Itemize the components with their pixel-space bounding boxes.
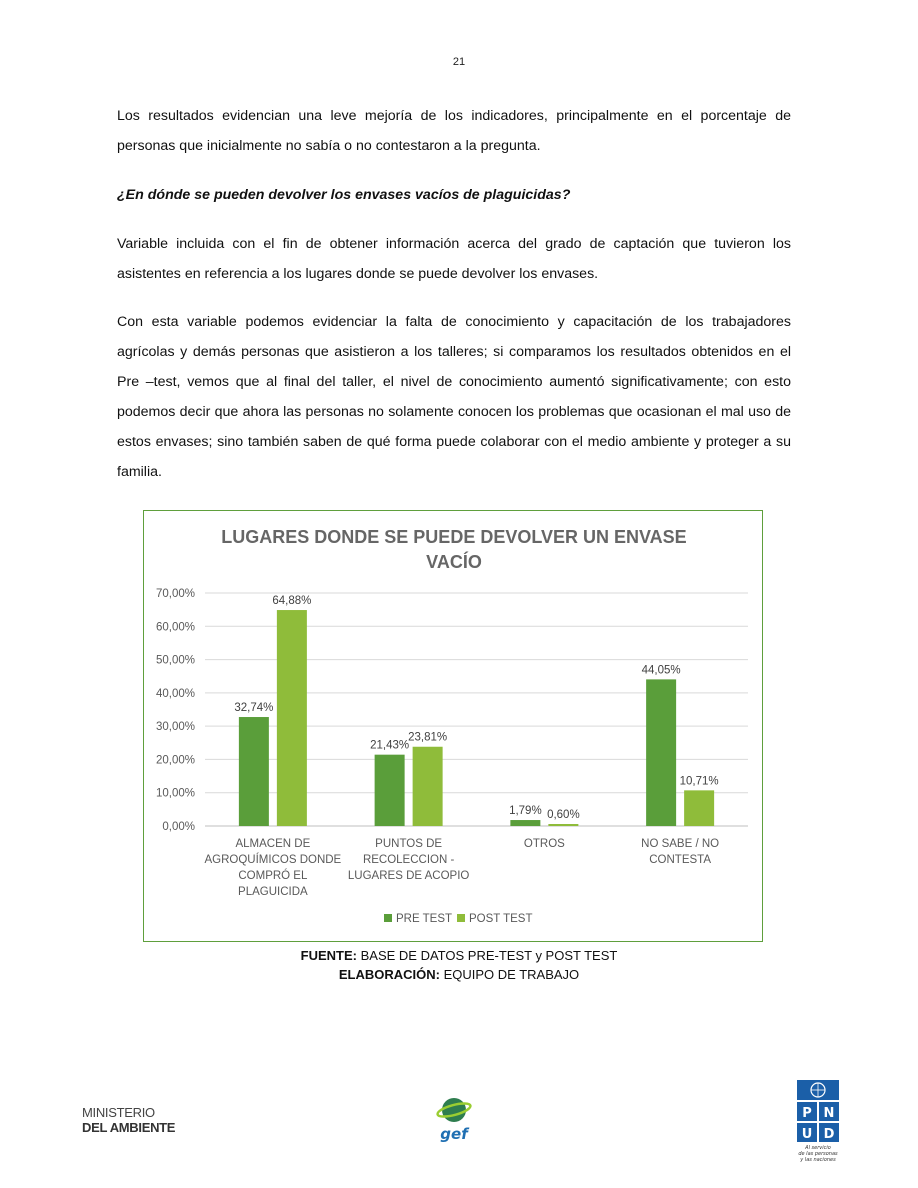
elaboration-text: EQUIPO DE TRABAJO <box>443 967 580 982</box>
x-tick-label: RECOLECCION - <box>362 854 455 866</box>
chart-title-line: LUGARES DONDE SE PUEDE DEVOLVER UN ENVASE <box>221 527 687 547</box>
bar <box>413 747 443 826</box>
ministerio-logo <box>82 1105 175 1135</box>
data-label: 10,71% <box>679 775 719 788</box>
data-label: 1,79% <box>509 805 542 818</box>
bar-chart-frame <box>143 510 763 942</box>
paragraph-intro <box>117 101 791 161</box>
paragraph-text: Con esta variable podemos evidenciar la falta de conocimiento y capacitación de los trabajadores agrícolas y demás personas que asistieron a los talleres; si comparamos los resultados obtenidos en el Pre –test, vemos que al final del taller, el nivel de conocimiento aumentó significativamente; con esto podemos decir que ahora las personas no solamente conocen los problemas que ocasionan el mal uso de estos envases; sino también saben de qué forma puede colaborar con el medio ambiente y proteger a su familia. <box>117 314 791 480</box>
paragraph-text: Los resultados evidencian una leve mejoría de los indicadores, principalmente en el porcentaje de personas que inicialmente no sabía o no contestaron a la pregunta. <box>117 108 791 154</box>
y-tick-label: 50,00% <box>155 654 195 667</box>
legend-swatch <box>457 914 465 922</box>
undp-letter-d: D <box>823 1127 835 1142</box>
elaboration-label: ELABORACIÓN: <box>338 967 440 982</box>
data-label: 0,60% <box>547 809 580 822</box>
data-label: 32,74% <box>234 702 274 715</box>
gef-text: gef <box>440 1125 468 1143</box>
y-tick-label: 10,00% <box>155 787 195 800</box>
undp-caption-3: y las naciones <box>800 1157 836 1163</box>
bar <box>375 755 405 826</box>
bar <box>277 610 307 826</box>
paragraph-text: Variable incluida con el fin de obtener información acerca del grado de captación que tuvieron los asistentes en referencia a los lugares donde se puede devolver los envases. <box>117 236 791 282</box>
source-text: BASE DE DATOS PRE-TEST y POST TEST <box>360 948 618 963</box>
ministerio-line1: MINISTERIO <box>82 1105 155 1120</box>
undp-logo <box>797 1080 839 1169</box>
x-tick-label: COMPRÓ EL <box>238 870 308 882</box>
paragraph-analysis <box>117 307 791 487</box>
x-tick-label: PLAGUICIDA <box>238 886 308 898</box>
chart-source <box>0 948 918 963</box>
y-tick-label: 0,00% <box>162 821 195 833</box>
undp-caption-1: Al servicio <box>805 1145 831 1151</box>
ministerio-line2: DEL AMBIENTE <box>82 1120 176 1135</box>
bar <box>684 790 714 826</box>
undp-letter-n: N <box>823 1106 835 1121</box>
y-tick-label: 70,00% <box>155 588 195 600</box>
bar <box>510 820 540 826</box>
undp-letter-u: U <box>801 1127 813 1142</box>
data-label: 21,43% <box>370 739 410 752</box>
x-tick-label: NO SABE / NO <box>641 838 720 850</box>
x-tick-label: CONTESTA <box>649 854 712 866</box>
page-number: 21 <box>452 56 466 68</box>
section-question <box>117 180 791 210</box>
x-tick-label: AGROQUÍMICOS DONDE <box>204 854 342 866</box>
chart-title-line: VACÍO <box>426 552 482 572</box>
data-label: 44,05% <box>641 664 681 677</box>
bar <box>646 679 676 826</box>
paragraph-variable <box>117 229 791 289</box>
globe-icon <box>430 1093 478 1143</box>
question-heading: ¿En dónde se pueden devolver los envases vacíos de plaguicidas? <box>117 187 571 203</box>
x-tick-label: LUGARES DE ACOPIO <box>347 870 470 882</box>
bar <box>548 824 578 826</box>
legend-label: POST TEST <box>469 913 533 925</box>
gef-logo <box>430 1093 478 1143</box>
legend-label: PRE TEST <box>396 913 453 925</box>
undp-letter-p: P <box>802 1106 812 1121</box>
data-label: 64,88% <box>272 595 312 608</box>
undp-caption-2: de las personas <box>798 1151 838 1157</box>
undp-emblem-icon <box>797 1080 839 1164</box>
chart-elaboration <box>0 967 918 982</box>
bar-chart <box>144 511 764 943</box>
data-label: 23,81% <box>408 731 448 744</box>
y-tick-label: 20,00% <box>155 754 195 767</box>
y-tick-label: 40,00% <box>155 687 195 700</box>
y-tick-label: 30,00% <box>155 721 195 734</box>
bar <box>239 717 269 826</box>
x-tick-label: ALMACEN DE <box>235 838 311 850</box>
x-tick-label: PUNTOS DE <box>375 838 443 850</box>
y-tick-label: 60,00% <box>155 621 195 634</box>
source-label: FUENTE: <box>300 948 357 963</box>
legend-swatch <box>384 914 392 922</box>
x-tick-label: OTROS <box>523 838 565 850</box>
